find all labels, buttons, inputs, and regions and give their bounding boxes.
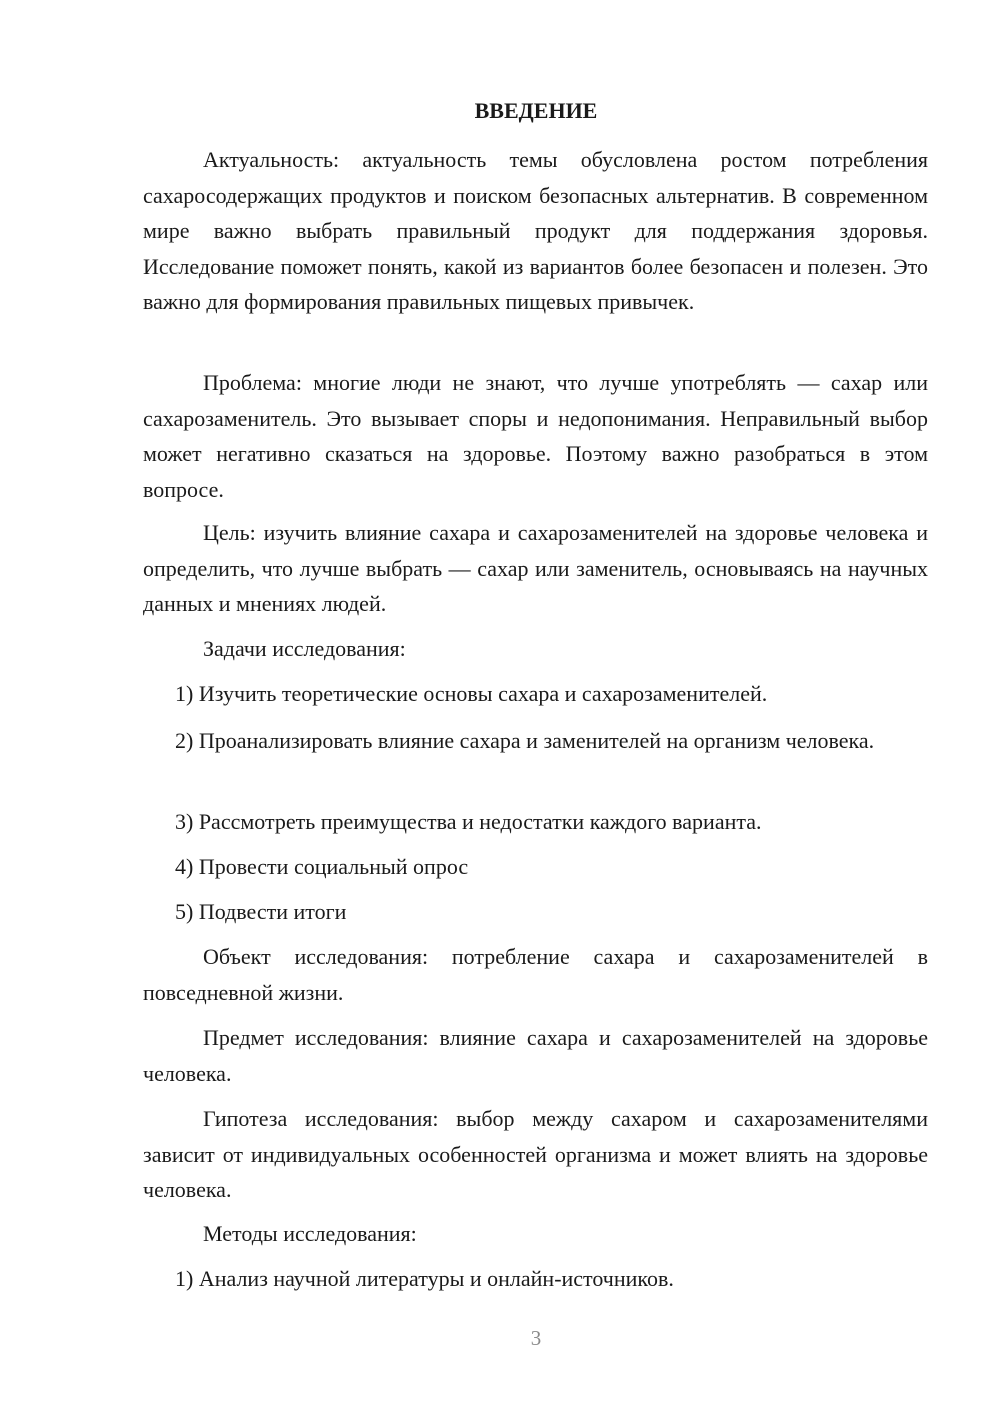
page-number: 3 bbox=[530, 1326, 542, 1350]
object-paragraph: Объект исследования: потребление сахара и сахарозаменителей в повседневной жизни. bbox=[143, 944, 928, 1005]
task-item-3: 3) Рассмотреть преимущества и недостатки каждого варианта. bbox=[175, 809, 762, 834]
problem-paragraph: Проблема: многие люди не знают, что лучше употреблять — сахар или сахарозаменитель. Это вызывает споры и недопонимания. Неправильный выбор может негативно сказаться на здоровье. Поэтому важно разобраться в этом вопросе. bbox=[143, 370, 928, 502]
task-item-2: 2) Проанализировать влияние сахара и заменителей на организм человека. bbox=[175, 728, 875, 753]
tasks-heading: Задачи исследования: bbox=[203, 636, 406, 661]
task-item-5: 5) Подвести итоги bbox=[175, 899, 347, 924]
method-item-1: 1) Анализ научной литературы и онлайн-источников. bbox=[175, 1266, 674, 1291]
task-item-1: 1) Изучить теоретические основы сахара и сахарозаменителей. bbox=[175, 681, 768, 706]
goal-paragraph: Цель: изучить влияние сахара и сахарозаменителей на здоровье человека и определить, что лучше выбрать — сахар или заменитель, основываясь на научных данных и мнениях людей. bbox=[143, 520, 928, 617]
methods-heading: Методы исследования: bbox=[203, 1221, 417, 1246]
relevance-paragraph: Актуальность: актуальность темы обусловлена ростом потребления сахаросодержащих продуктов и поиском безопасных альтернатив. В современном мире важно выбрать правильный продукт для поддержания здоровья. Исследование поможет понять, какой из вариантов более безопасен и полезен. Это важно для формирования правильных пищевых привычек. bbox=[143, 147, 928, 315]
subject-paragraph: Предмет исследования: влияние сахара и сахарозаменителей на здоровье человека. bbox=[143, 1025, 928, 1086]
hypothesis-paragraph: Гипотеза исследования: выбор между сахаром и сахарозаменителями зависит от индивидуальных особенностей организма и может влиять на здоровье человека. bbox=[143, 1106, 928, 1203]
task-item-4: 4) Провести социальный опрос bbox=[175, 854, 469, 879]
page-title: ВВЕДЕНИЕ bbox=[474, 98, 598, 123]
